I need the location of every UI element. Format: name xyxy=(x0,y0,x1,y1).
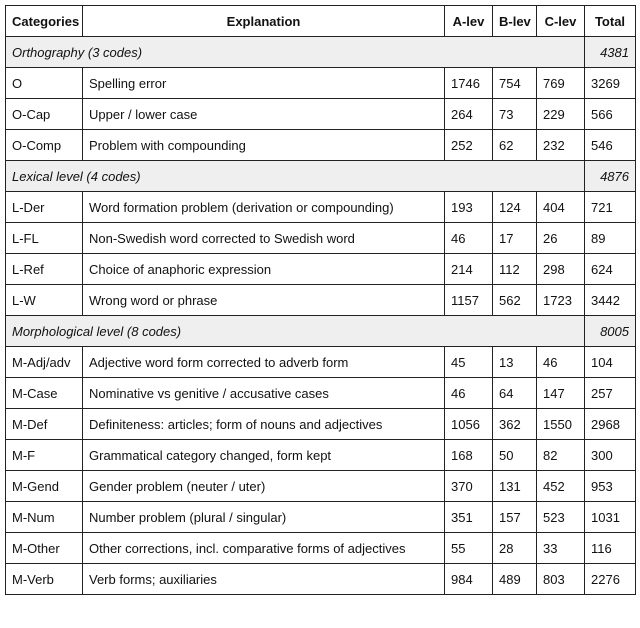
row-total: 2968 xyxy=(585,409,636,440)
table-row xyxy=(6,192,636,223)
row-explanation: Verb forms; auxiliaries xyxy=(83,564,445,595)
row-c-lev: 298 xyxy=(537,254,585,285)
row-a-lev: 1746 xyxy=(445,68,493,99)
row-b-lev: 73 xyxy=(493,99,537,130)
row-c-lev: 33 xyxy=(537,533,585,564)
table-row xyxy=(6,223,636,254)
row-b-lev: 131 xyxy=(493,471,537,502)
row-a-lev: 168 xyxy=(445,440,493,471)
header-explanation: Explanation xyxy=(83,6,445,37)
row-explanation: Definiteness: articles; form of nouns and adjectives xyxy=(83,409,445,440)
table-row xyxy=(6,471,636,502)
row-total: 116 xyxy=(585,533,636,564)
section-total: 4876 xyxy=(585,161,636,192)
row-explanation: Non-Swedish word corrected to Swedish word xyxy=(83,223,445,254)
row-total: 1031 xyxy=(585,502,636,533)
row-b-lev: 62 xyxy=(493,130,537,161)
row-code: M-Gend xyxy=(6,471,83,502)
row-code: M-Case xyxy=(6,378,83,409)
header-row xyxy=(6,6,636,37)
table-row xyxy=(6,285,636,316)
row-explanation: Wrong word or phrase xyxy=(83,285,445,316)
row-code: O-Comp xyxy=(6,130,83,161)
row-b-lev: 124 xyxy=(493,192,537,223)
row-b-lev: 64 xyxy=(493,378,537,409)
table-row xyxy=(6,99,636,130)
row-explanation: Nominative vs genitive / accusative cases xyxy=(83,378,445,409)
row-code: M-Other xyxy=(6,533,83,564)
row-a-lev: 370 xyxy=(445,471,493,502)
row-b-lev: 50 xyxy=(493,440,537,471)
row-total: 721 xyxy=(585,192,636,223)
row-a-lev: 264 xyxy=(445,99,493,130)
table-row xyxy=(6,409,636,440)
row-c-lev: 1550 xyxy=(537,409,585,440)
row-b-lev: 28 xyxy=(493,533,537,564)
row-a-lev: 1056 xyxy=(445,409,493,440)
row-a-lev: 193 xyxy=(445,192,493,223)
section-total: 8005 xyxy=(585,316,636,347)
table-row xyxy=(6,68,636,99)
row-explanation: Problem with compounding xyxy=(83,130,445,161)
row-code: O xyxy=(6,68,83,99)
row-c-lev: 452 xyxy=(537,471,585,502)
row-total: 566 xyxy=(585,99,636,130)
row-code: M-F xyxy=(6,440,83,471)
section-title: Lexical level (4 codes) xyxy=(6,161,585,192)
header-categories: Categories xyxy=(6,6,83,37)
row-total: 3442 xyxy=(585,285,636,316)
row-c-lev: 26 xyxy=(537,223,585,254)
row-total: 2276 xyxy=(585,564,636,595)
table-row xyxy=(6,502,636,533)
row-b-lev: 112 xyxy=(493,254,537,285)
row-c-lev: 229 xyxy=(537,99,585,130)
row-explanation: Gender problem (neuter / uter) xyxy=(83,471,445,502)
row-b-lev: 754 xyxy=(493,68,537,99)
row-b-lev: 489 xyxy=(493,564,537,595)
row-total: 257 xyxy=(585,378,636,409)
row-code: L-FL xyxy=(6,223,83,254)
row-b-lev: 562 xyxy=(493,285,537,316)
row-code: L-Der xyxy=(6,192,83,223)
row-total: 3269 xyxy=(585,68,636,99)
row-b-lev: 157 xyxy=(493,502,537,533)
header-c-lev: C-lev xyxy=(537,6,585,37)
section-title: Morphological level (8 codes) xyxy=(6,316,585,347)
row-b-lev: 17 xyxy=(493,223,537,254)
row-code: M-Verb xyxy=(6,564,83,595)
table-body xyxy=(6,37,636,595)
row-a-lev: 1157 xyxy=(445,285,493,316)
row-a-lev: 45 xyxy=(445,347,493,378)
table-row xyxy=(6,564,636,595)
row-c-lev: 404 xyxy=(537,192,585,223)
row-total: 89 xyxy=(585,223,636,254)
row-total: 953 xyxy=(585,471,636,502)
row-explanation: Choice of anaphoric expression xyxy=(83,254,445,285)
error-category-table-container xyxy=(5,5,636,595)
row-c-lev: 803 xyxy=(537,564,585,595)
row-code: M-Num xyxy=(6,502,83,533)
row-a-lev: 252 xyxy=(445,130,493,161)
row-a-lev: 984 xyxy=(445,564,493,595)
row-code: L-Ref xyxy=(6,254,83,285)
row-explanation: Word formation problem (derivation or compounding) xyxy=(83,192,445,223)
row-a-lev: 351 xyxy=(445,502,493,533)
row-b-lev: 13 xyxy=(493,347,537,378)
row-explanation: Grammatical category changed, form kept xyxy=(83,440,445,471)
row-total: 104 xyxy=(585,347,636,378)
row-c-lev: 147 xyxy=(537,378,585,409)
row-explanation: Other corrections, incl. comparative forms of adjectives xyxy=(83,533,445,564)
header-total: Total xyxy=(585,6,636,37)
row-explanation: Adjective word form corrected to adverb form xyxy=(83,347,445,378)
row-a-lev: 46 xyxy=(445,223,493,254)
section-row xyxy=(6,37,636,68)
row-explanation: Number problem (plural / singular) xyxy=(83,502,445,533)
section-row xyxy=(6,316,636,347)
row-c-lev: 232 xyxy=(537,130,585,161)
row-c-lev: 1723 xyxy=(537,285,585,316)
section-total: 4381 xyxy=(585,37,636,68)
table-row xyxy=(6,533,636,564)
table-row xyxy=(6,440,636,471)
row-total: 624 xyxy=(585,254,636,285)
row-code: L-W xyxy=(6,285,83,316)
row-a-lev: 214 xyxy=(445,254,493,285)
row-a-lev: 46 xyxy=(445,378,493,409)
row-c-lev: 46 xyxy=(537,347,585,378)
row-a-lev: 55 xyxy=(445,533,493,564)
table-row xyxy=(6,254,636,285)
row-explanation: Upper / lower case xyxy=(83,99,445,130)
section-row xyxy=(6,161,636,192)
row-code: M-Def xyxy=(6,409,83,440)
row-code: M-Adj/adv xyxy=(6,347,83,378)
row-explanation: Spelling error xyxy=(83,68,445,99)
table-row xyxy=(6,130,636,161)
row-code: O-Cap xyxy=(6,99,83,130)
row-b-lev: 362 xyxy=(493,409,537,440)
row-total: 300 xyxy=(585,440,636,471)
header-b-lev: B-lev xyxy=(493,6,537,37)
table-row xyxy=(6,347,636,378)
row-c-lev: 82 xyxy=(537,440,585,471)
row-c-lev: 523 xyxy=(537,502,585,533)
row-c-lev: 769 xyxy=(537,68,585,99)
row-total: 546 xyxy=(585,130,636,161)
header-a-lev: A-lev xyxy=(445,6,493,37)
section-title: Orthography (3 codes) xyxy=(6,37,585,68)
error-category-table xyxy=(5,5,636,595)
table-row xyxy=(6,378,636,409)
